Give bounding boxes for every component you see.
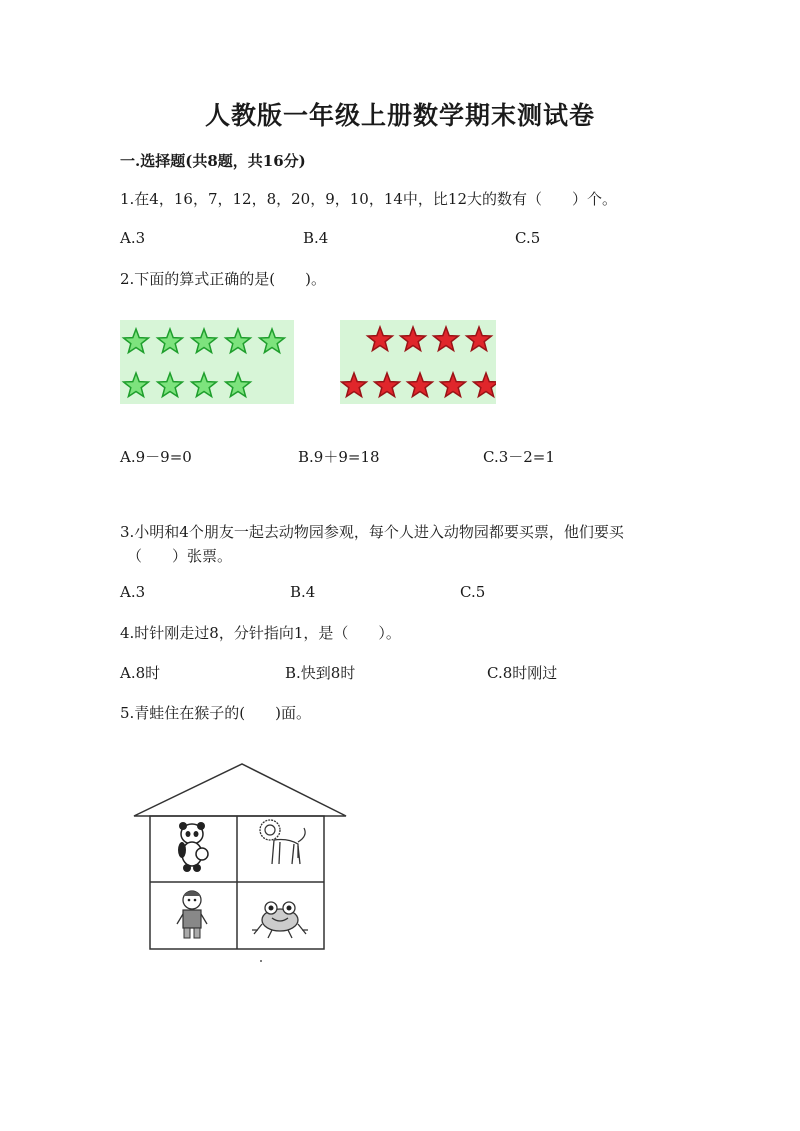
animal-house-figure	[130, 760, 350, 965]
question-4-text: 4.时针刚走过8，分针指向1，是（ ）。	[120, 624, 401, 642]
question-1-option-a: A.3	[120, 229, 146, 247]
question-4-option-b: B.快到8时	[285, 664, 356, 682]
page-title: 人教版一年级上册数学期末测试卷	[204, 101, 595, 130]
panda-drawing	[178, 822, 208, 872]
question-4-option-a: A.8时	[120, 664, 161, 682]
section-heading: 一.选择题(共8题，共16分)	[120, 152, 306, 170]
question-3-option-a: A.3	[120, 583, 146, 601]
question-1-option-c: C.5	[515, 229, 541, 247]
frog-drawing	[252, 902, 308, 938]
question-2-option-c: C.3－2=1	[483, 448, 555, 466]
question-4-option-c: C.8时刚过	[487, 664, 558, 682]
question-2-option-b: B.9＋9=18	[298, 448, 380, 466]
question-3-text-line1: 3.小明和4个朋友一起去动物园参观，每个人进入动物园都要买票，他们要买	[120, 523, 624, 541]
question-5-text: 5.青蛙住在猴子的( )面。	[120, 704, 312, 722]
question-1-text: 1.在4，16，7，12，8，20，9，10，14中，比12大的数有（ ）个。	[120, 190, 618, 208]
question-2-option-a: A.9－9=0	[120, 448, 192, 466]
question-1-option-b: B.4	[303, 229, 329, 247]
question-3-option-b: B.4	[290, 583, 316, 601]
red-stars-figure	[340, 320, 496, 404]
question-3-text-line2: （ ）张票。	[127, 547, 233, 565]
question-2-text: 2.下面的算式正确的是( )。	[120, 270, 327, 288]
lion-drawing	[260, 820, 305, 864]
green-stars-figure	[120, 320, 294, 404]
question-3-option-c: C.5	[460, 583, 486, 601]
monkey-drawing	[177, 891, 207, 938]
